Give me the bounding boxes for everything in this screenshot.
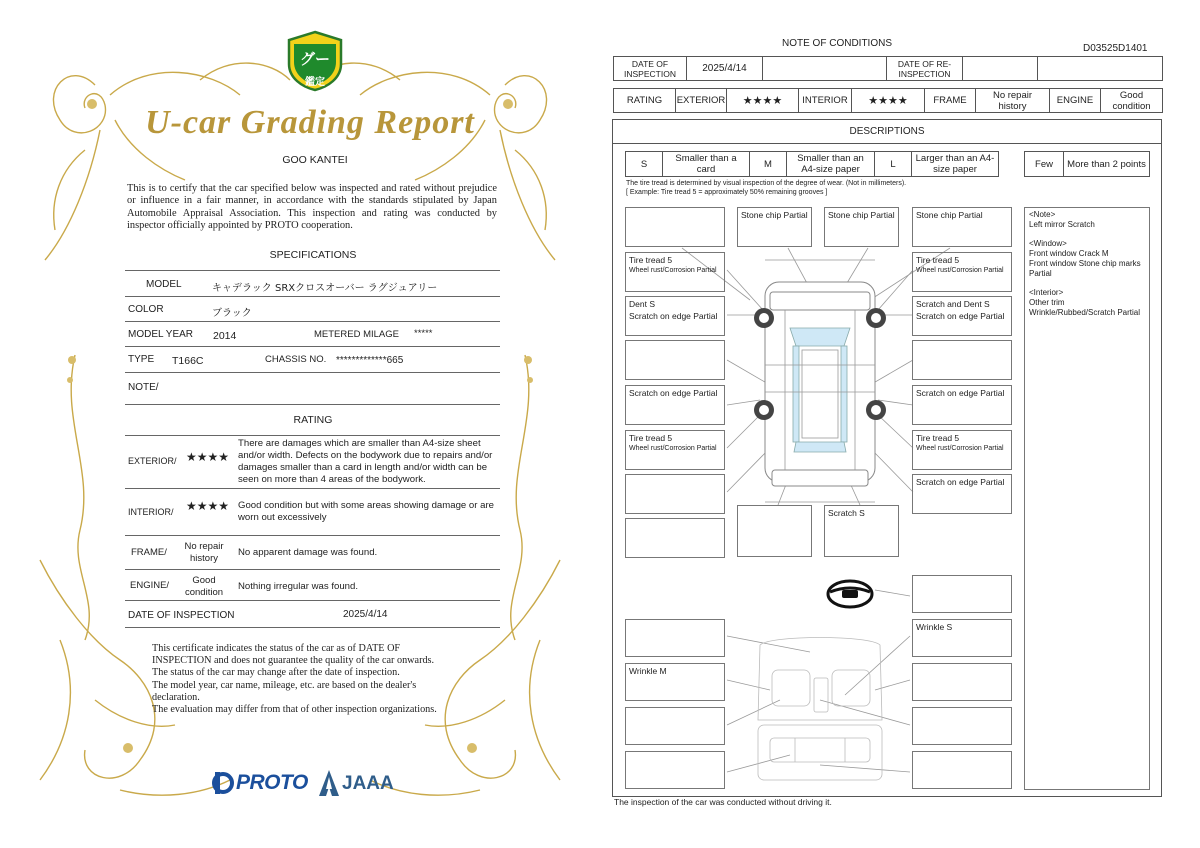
interior-box-empty (912, 663, 1012, 701)
damage-text: Wrinkle M (629, 666, 667, 676)
type-label: TYPE (128, 354, 155, 365)
damage-box-stone-chip-2 (824, 207, 899, 247)
certificate-intro: This is to certify that the car specified below was inspected and rated without prejudice or influence in a fair manner, in accordance with the standards stipulated by Japan Automobile Appraisal Association. This inspection and rating was conducted by inspector officially appointed by PROTO cooperation. (127, 183, 497, 232)
engine-label: ENGINE (1049, 88, 1101, 113)
legend-s-text: Smaller than a card (662, 151, 750, 177)
jaaa-logo-icon (318, 769, 340, 797)
rating-divider (125, 488, 500, 489)
damage-box-tire-rear-right (912, 430, 1012, 470)
damage-text: Tire tread 5 (916, 255, 960, 265)
inspection-date-label: DATE OF INSPECTION (613, 56, 687, 81)
reinspection-date-label: DATE OF RE-INSPECTION (886, 56, 963, 81)
proto-logo-text: PROTO (236, 771, 308, 794)
damage-box-scratch-bottom (824, 505, 899, 557)
frame-label: FRAME (924, 88, 976, 113)
window-item: Front window Stone chip marks Partial (1029, 259, 1141, 278)
exterior-label: EXTERIOR/ (128, 456, 177, 466)
reinspection-date-value (962, 56, 1038, 81)
footer-line: The model year, car name, mileage, etc. are based on the dealer's (152, 679, 417, 691)
interior-box-empty (912, 707, 1012, 745)
header-empty-cell (1037, 56, 1163, 81)
damage-box-tire-front-right (912, 252, 1012, 292)
damage-text: Stone chip Partial (741, 210, 808, 220)
interior-box-empty (625, 707, 725, 745)
damage-text: Scratch S (828, 508, 865, 518)
damage-text: Scratch on edge Partial (916, 477, 1005, 487)
color-value: ブラック (212, 308, 252, 319)
damage-text: Scratch on edge Partial (629, 388, 718, 398)
exterior-stars: ★★★★ (726, 88, 799, 113)
interior-text: Good condition but with some areas showing damage or are worn out excessively (238, 500, 494, 523)
conditions-title: NOTE OF CONDITIONS (782, 38, 892, 49)
damage-text: Tire tread 5 (629, 255, 673, 265)
interior-box-empty (912, 751, 1012, 789)
rating-label: RATING (613, 88, 676, 113)
interior-stars: ★★★★ (186, 499, 230, 513)
interior-box-wrinkle-m (625, 663, 725, 701)
damage-box-empty (912, 340, 1012, 380)
damage-text: Tire tread 5 (629, 433, 673, 443)
inspection-date-value: 2025/4/14 (686, 56, 763, 81)
interior-item: Other trim (1029, 298, 1065, 307)
interior-box-wrinkle-s (912, 619, 1012, 657)
damage-text: Wheel rust/Corrosion Partial (916, 267, 1004, 274)
tread-note-2: [ Example: Tire tread 5 = approximately 50% remaining grooves ] (626, 189, 828, 196)
damage-text: Wheel rust/Corrosion Partial (629, 445, 717, 452)
model-label: MODEL (146, 279, 182, 290)
rating-heading: RATING (293, 414, 333, 426)
rating-divider (125, 600, 500, 601)
damage-box-scratch-rear-right (912, 474, 1012, 514)
spec-divider (125, 296, 500, 297)
window-item: Front window Crack M (1029, 249, 1109, 258)
damage-box-empty (625, 207, 725, 247)
legend-l-text: Larger than an A4-size paper (911, 151, 999, 177)
damage-box-stone-chip-1 (737, 207, 812, 247)
spec-divider (125, 372, 500, 373)
badge-text: 鑑定 (305, 77, 325, 88)
legend-m: M (749, 151, 787, 177)
legend-s: S (625, 151, 663, 177)
proto-logo-icon (212, 770, 236, 796)
frame-value: No repair history (184, 541, 224, 564)
interior-heading: <Interior> (1029, 288, 1064, 297)
model-value: キャデラック SRXクロスオーバー ラグジュアリー (212, 283, 438, 294)
spec-divider (125, 404, 500, 405)
damage-box-empty (737, 505, 812, 557)
interior-item: Wrinkle/Rubbed/Scratch Partial (1029, 308, 1141, 317)
damage-text: Wrinkle S (916, 622, 953, 632)
legend-m-text: Smaller than an A4-size paper (786, 151, 875, 177)
engine-value: Good condition (184, 575, 224, 598)
damage-box-scratch-dent-right (912, 296, 1012, 336)
rating-divider (125, 627, 500, 628)
damage-text: Scratch on edge Partial (629, 311, 718, 321)
model-year-value: 2014 (213, 330, 237, 342)
note-heading: <Note> (1029, 210, 1056, 219)
damage-text: Dent S (629, 299, 655, 309)
chassis-value: *************665 (336, 355, 404, 366)
model-year-label: MODEL YEAR (128, 329, 194, 340)
note-item: Left mirror Scratch (1029, 220, 1095, 229)
engine-value: Good condition (1100, 88, 1163, 113)
damage-box-scratch-left (625, 385, 725, 425)
header-empty-cell (762, 56, 887, 81)
certificate-footer (152, 643, 482, 716)
interior-stars: ★★★★ (851, 88, 925, 113)
note-label: NOTE/ (128, 382, 159, 393)
footer-line: declaration. (152, 691, 200, 703)
legend-l: L (874, 151, 912, 177)
engine-label: ENGINE/ (130, 580, 170, 591)
tread-note-1: The tire tread is determined by visual inspection of the degree of wear. (Not in millimeters). (626, 180, 907, 187)
type-value: T166C (172, 355, 204, 367)
date-value: 2025/4/14 (343, 609, 388, 620)
document-id: D03525D1401 (1083, 43, 1148, 54)
damage-box-stone-chip-3 (912, 207, 1012, 247)
conditions-footer: The inspection of the car was conducted without driving it. (614, 797, 832, 807)
descriptions-divider (612, 143, 1162, 144)
rating-divider (125, 435, 500, 436)
interior-box-empty (625, 619, 725, 657)
rating-divider (125, 569, 500, 570)
window-heading: <Window> (1029, 239, 1067, 248)
damage-text: Scratch on edge Partial (916, 311, 1005, 321)
footer-line: INSPECTION and does not guarantee the quality of the car onwards. (152, 655, 435, 667)
rating-divider (125, 535, 500, 536)
spec-divider (125, 270, 500, 271)
damage-text: Scratch and Dent S (916, 299, 990, 309)
damage-box-empty (625, 518, 725, 558)
frame-text: No apparent damage was found. (238, 547, 378, 558)
chassis-label: CHASSIS NO. (265, 354, 327, 365)
exterior-stars: ★★★★ (186, 450, 230, 464)
mileage-label: METERED MILAGE (314, 329, 399, 340)
damage-text: Stone chip Partial (828, 210, 895, 220)
interior-label: INTERIOR/ (128, 507, 174, 517)
notes-panel (1024, 207, 1150, 790)
interior-label: INTERIOR (798, 88, 852, 113)
report-title: U-car Grading Report (145, 104, 475, 141)
damage-box-tire-front-left (625, 252, 725, 292)
damage-box-scratch-right (912, 385, 1012, 425)
damage-text: Stone chip Partial (916, 210, 983, 220)
exterior-label: EXTERIOR (675, 88, 727, 113)
damage-box-dent-left (625, 296, 725, 336)
jaaa-logo-text: JAAA (342, 773, 394, 794)
spec-divider (125, 346, 500, 347)
interior-box-empty (625, 751, 725, 789)
frame-value: No repair history (975, 88, 1050, 113)
frame-label: FRAME/ (131, 547, 167, 558)
engine-text: Nothing irregular was found. (238, 581, 358, 592)
footer-line: The evaluation may differ from that of other inspection organizations. (152, 704, 437, 716)
report-subtitle: GOO KANTEI (282, 154, 348, 166)
damage-box-empty (625, 340, 725, 380)
legend-few: Few (1024, 151, 1064, 177)
footer-line: This certificate indicates the status of the car as of DATE OF (152, 643, 401, 654)
legend-few-text: More than 2 points (1063, 151, 1150, 177)
exterior-text: There are damages which are smaller than A4-size sheet and/or width. Defects on the bodywork due to repairs and/or damages smaller than a card in length and/or width can be seen on more than 4 areas of the bodywork. (238, 438, 493, 485)
damage-text: Tire tread 5 (916, 433, 960, 443)
footer-line: The status of the car may change after the date of inspection. (152, 667, 400, 679)
interior-box-empty (912, 575, 1012, 613)
damage-text: Wheel rust/Corrosion Partial (916, 445, 1004, 452)
specifications-heading: SPECIFICATIONS (269, 249, 357, 261)
damage-box-empty (625, 474, 725, 514)
damage-text: Wheel rust/Corrosion Partial (629, 267, 717, 274)
descriptions-heading: DESCRIPTIONS (849, 126, 925, 137)
damage-text: Scratch on edge Partial (916, 388, 1005, 398)
mileage-value: ***** (414, 328, 433, 339)
date-label: DATE OF INSPECTION (128, 610, 235, 621)
svg-text:グー: グー (299, 50, 331, 68)
spec-divider (125, 321, 500, 322)
damage-box-tire-rear-left (625, 430, 725, 470)
conditions-panel (600, 0, 1200, 848)
color-label: COLOR (128, 304, 164, 315)
